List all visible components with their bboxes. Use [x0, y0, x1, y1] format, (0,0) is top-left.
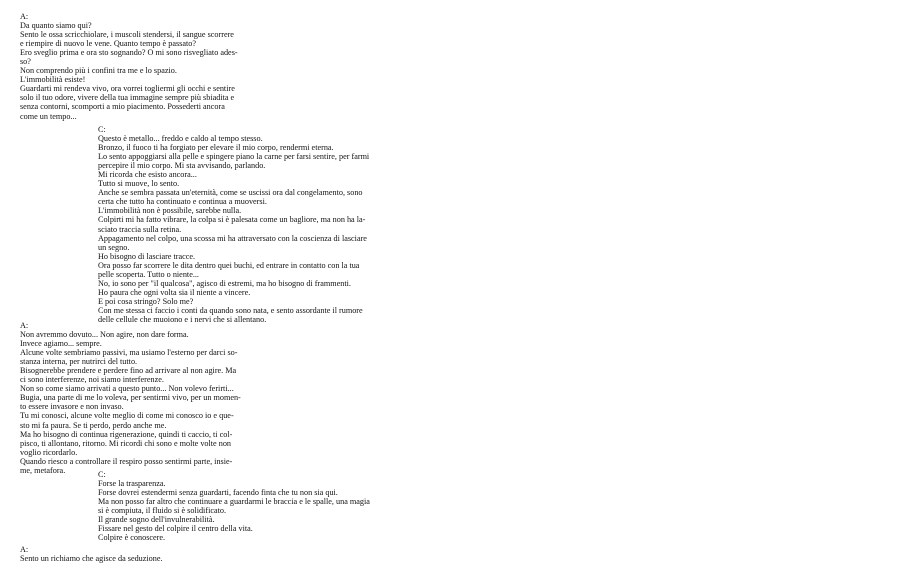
text-line: Tutto si muove, lo sento.	[98, 179, 180, 189]
dialogue-block-a-3	[20, 545, 260, 563]
text-line: E poi cosa stringo? Solo me?	[98, 296, 194, 306]
text-line: Bronzo, il fuoco ti ha forgiato per elevare il mio corpo, rendermi eterna.	[98, 143, 334, 153]
text-line: Colpirti mi ha fatto vibrare, la colpa si è palesata come un bagliore, ma non ha la-	[98, 215, 366, 225]
text-line: ci sono interferenze, noi siamo interferenze.	[20, 375, 164, 385]
text-line: come un tempo...	[20, 111, 77, 121]
text-line: Mi ricorda che esisto ancora...	[98, 170, 197, 180]
text-line: Tu mi conosci, alcune volte meglio di come mi conosco io e que-	[20, 411, 234, 421]
text-line: si è compiuta, il fluido si è solidificato.	[98, 506, 227, 516]
text-line: Quando riesco a controllare il respiro posso sentirmi parte, insie-	[20, 456, 233, 466]
text-line: Bugia, una parte di me lo voleva, per sentirmi vivo, per un momen-	[20, 393, 241, 403]
text-line: Ma ho bisogno di continua rigenerazione, quindi ti caccio, ti col-	[20, 429, 233, 439]
text-line: delle cellule che muoiono e i nervi che si allentano.	[98, 314, 267, 324]
dialogue-block-c-1	[98, 125, 398, 324]
text-line: Colpire è conoscere.	[98, 533, 166, 543]
text-line: pelle scoperta. Tutto o niente...	[98, 269, 199, 279]
text-line: Non comprendo più i confini tra me e lo spazio.	[20, 66, 177, 76]
text-line: certa che tutto ha continuato e continua a muoversi.	[98, 197, 267, 207]
text-line: stanza interna, per nutrirci del tutto.	[20, 357, 138, 367]
text-line: Bisognerebbe prendere e perdere fino ad arrivare al non agire. Ma	[20, 366, 237, 376]
text-line: Ero sveglio prima e ora sto sognando? O mi sono risvegliato ades-	[20, 48, 238, 58]
dialogue-block-a-2	[20, 321, 260, 475]
text-line: Forse dovrei estendermi senza guardarti, facendo finta che tu non sia qui.	[98, 488, 338, 498]
text-line: percepire il mio corpo. Mi sta avvisando, parlando.	[98, 161, 266, 171]
text-line: Guardarti mi rendeva vivo, ora vorrei togliermi gli occhi e sentire	[20, 84, 235, 94]
text-line: to essere invasore e non invaso.	[20, 402, 124, 412]
speaker-label: C:	[98, 470, 106, 479]
text-line: me, metafora.	[20, 465, 66, 475]
text-line: Lo sento appoggiarsi alla pelle e spingere piano la carne per farsi sentire, per farmi	[98, 152, 370, 162]
text-line: Ora posso far scorrere le dita dentro quei buchi, ed entrare in contatto con la tua	[98, 260, 360, 270]
text-line: Sento le ossa scricchiolare, i muscoli stendersi, il sangue scorrere	[20, 30, 234, 40]
text-line: solo il tuo odore, vivere della tua immagine sempre più sbiadita e	[20, 93, 235, 103]
text-line: Non so come siamo arrivati a questo punto... Non volevo ferirti...	[20, 384, 234, 394]
text-line: Fissare nel gesto del colpire il centro della vita.	[98, 524, 253, 534]
text-line: pisco, ti allontano, ritorno. Mi ricordi chi sono e molte volte non	[20, 438, 232, 448]
speaker-label: A:	[20, 12, 29, 21]
text-line: sciato traccia sulla retina.	[98, 224, 182, 234]
text-line: Alcune volte sembriamo passivi, ma usiamo l'esterno per darci so-	[20, 348, 238, 358]
text-line: un segno.	[98, 242, 130, 252]
text-line: sto mi fa paura. Se ti perdo, perdo anche me.	[20, 420, 167, 430]
speaker-label: C:	[98, 125, 106, 134]
text-line: Da quanto siamo qui?	[20, 21, 92, 31]
dialogue-block-a-1	[20, 12, 260, 121]
text-line: Questo è metallo... freddo e caldo al tempo stesso.	[98, 134, 263, 144]
text-line: Non avremmo dovuto... Non agire, non dare forma.	[20, 330, 189, 340]
text-line: Forse la trasparenza.	[98, 479, 166, 489]
text-line: Sento un richiamo che agisce da seduzione.	[20, 554, 163, 564]
text-line: e riempire di nuovo le vene. Quanto tempo è passato?	[20, 39, 196, 49]
speaker-label: A:	[20, 545, 29, 554]
text-line: Anche se sembra passata un'eternità, come se uscissi ora dal congelamento, sono	[98, 188, 363, 198]
speaker-label: A:	[20, 321, 29, 330]
text-line: senza contorni, scomporti a mio piacimento. Possederti ancora	[20, 102, 225, 112]
text-line: L'immobilità non è possibile, sarebbe nulla.	[98, 206, 242, 216]
text-line: so?	[20, 57, 31, 67]
text-line: Appagamento nel colpo, una scossa mi ha attraversato con la coscienza di lasciare	[98, 233, 367, 243]
dialogue-block-c-2	[98, 470, 398, 542]
text-line: Invece agiamo... sempre.	[20, 339, 102, 349]
text-line: Ho paura che ogni volta sia il niente a vincere.	[98, 287, 251, 297]
text-line: Il grande sogno dell'invulnerabilità.	[98, 515, 215, 525]
text-line: Con me stessa ci faccio i conti da quando sono nata, e sento assordante il rumore	[98, 305, 363, 315]
text-line: Ma non posso far altro che continuare a guardarmi le braccia e le spalle, una magia	[98, 497, 370, 507]
text-line: No, io sono per "il qualcosa", agisco di estremi, ma ho bisogno di frammenti.	[98, 278, 351, 288]
text-line: Ho bisogno di lasciare tracce.	[98, 251, 196, 261]
text-line: voglio ricordarlo.	[20, 447, 78, 457]
text-line: L'immobilità esiste!	[20, 75, 86, 85]
